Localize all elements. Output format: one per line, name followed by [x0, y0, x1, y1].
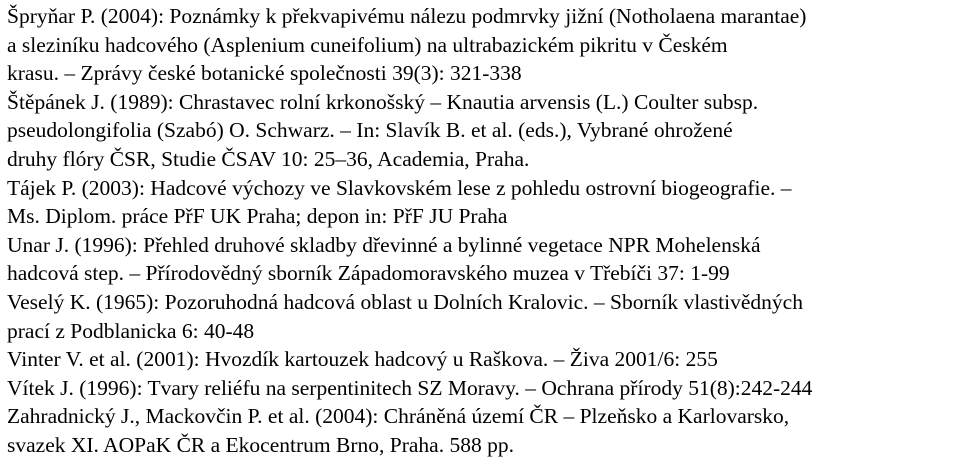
- reference-line: Špryňar P. (2004): Poznámky k překvapivému nálezu podmrvky jižní (Notholaena marantae): [7, 4, 807, 28]
- reference-line: Tájek P. (2003): Hadcové výchozy ve Slavkovském lese z pohledu ostrovní biogeografie. –: [7, 175, 792, 200]
- reference-line: Vinter V. et al. (2001): Hvozdík kartouzek hadcový u Raškova. – Živa 2001/6: 255: [7, 347, 718, 372]
- reference-line: Zahradnický J., Mackovčin P. et al. (2004): Chráněná území ČR – Plzeňsko a Karlovarsko,: [7, 404, 790, 429]
- reference-line: a sleziníku hadcového (Asplenium cuneifolium) na ultrabazickém pikritu v Českém: [7, 32, 728, 57]
- reference-entry-spryňar: [7, 2, 960, 88]
- reference-line: Vítek J. (1996): Tvary reliéfu na serpentinitech SZ Moravy. – Ochrana přírody 51(8):242-244: [7, 375, 813, 400]
- reference-line: Štěpánek J. (1989): Chrastavec rolní krkonošský – Knautia arvensis (L.) Coulter subsp.: [7, 89, 759, 114]
- reference-line: Ms. Diplom. práce PřF UK Praha; depon in: PřF JU Praha: [7, 204, 508, 229]
- reference-entry-zahradnicky: [7, 402, 960, 459]
- reference-line: prací z Podblanicka 6: 40-48: [7, 318, 255, 343]
- reference-line: hadcová step. – Přírodovědný sborník Západomoravského muzea v Třebíči 37: 1-99: [7, 261, 730, 286]
- reference-entry-vesely: [7, 288, 960, 345]
- reference-line: druhy flóry ČSR, Studie ČSAV 10: 25–36, Academia, Praha.: [7, 146, 530, 171]
- reference-entry-tajek: [7, 174, 960, 231]
- reference-entry-stepanek: [7, 88, 960, 174]
- reference-line: Unar J. (1996): Přehled druhové skladby dřevinné a bylinné vegetace NPR Mohelenská: [7, 232, 761, 257]
- reference-entry-vitek: [7, 374, 960, 403]
- reference-line: Veselý K. (1965): Pozoruhodná hadcová oblast u Dolních Kralovic. – Sborník vlastivědných: [7, 289, 803, 314]
- reference-line: pseudolongifolia (Szabó) O. Schwarz. – In: Slavík B. et al. (eds.), Vybrané ohrožené: [7, 118, 733, 143]
- reference-line: svazek XI. AOPaK ČR a Ekocentrum Brno, Praha. 588 pp.: [7, 432, 514, 457]
- reference-entry-unar: [7, 231, 960, 288]
- reference-line: krasu. – Zprávy české botanické společnosti 39(3): 321-338: [7, 61, 522, 86]
- reference-entry-vinter: [7, 345, 960, 374]
